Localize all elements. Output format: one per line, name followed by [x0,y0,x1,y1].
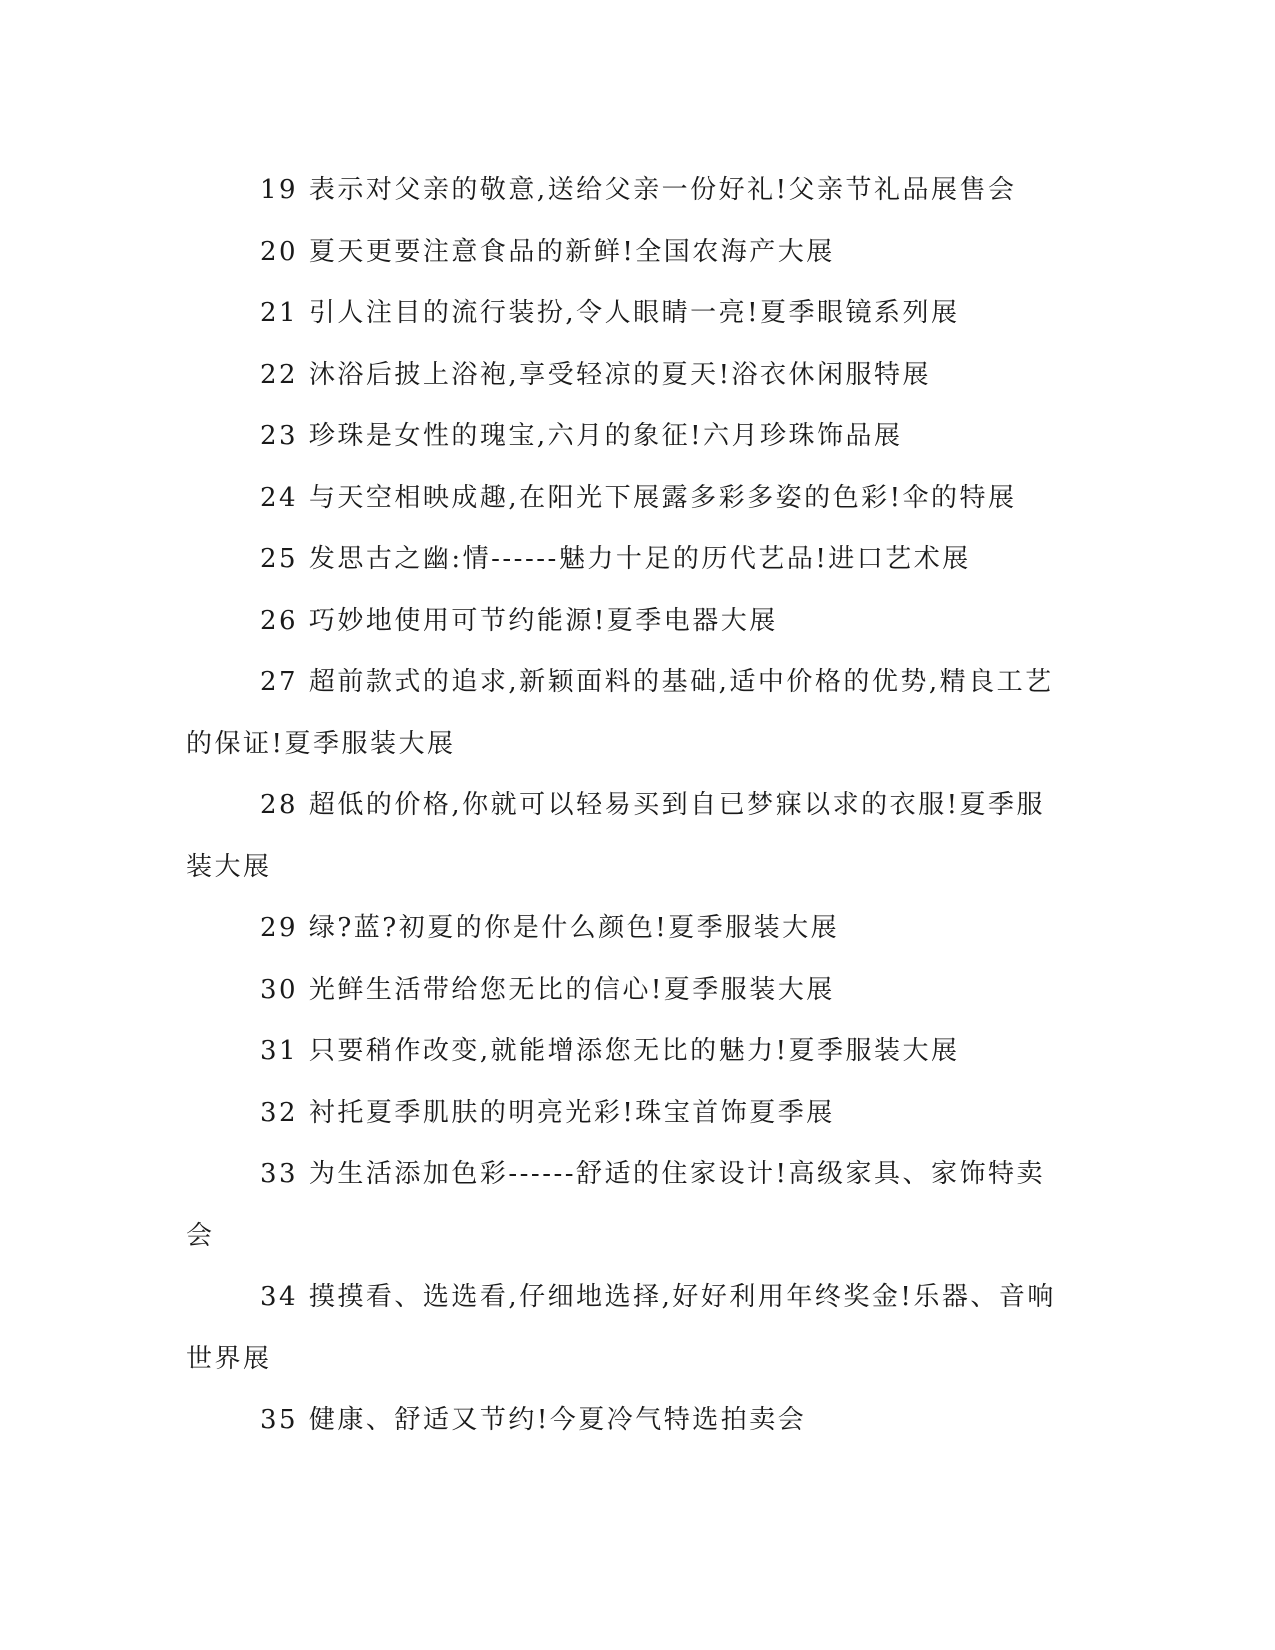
slogan-line-21: 21 引人注目的流行装扮,令人眼睛一亮!夏季眼镜系列展 [260,298,960,328]
slogan-line-27: 27 超前款式的追求,新颖面料的基础,适中价格的优势,精良工艺的保证!夏季服装大展 [186,667,1054,759]
slogan-line-20: 20 夏天更要注意食品的新鲜!全国农海产大展 [260,236,835,267]
slogan-line-19: 19 表示对父亲的敬意,送给父亲一份好礼!父亲节礼品展售会 [260,175,1017,205]
slogan-line-22: 22 沐浴后披上浴袍,享受轻凉的夏天!浴衣休闲服特展 [260,359,932,390]
slogan-line-32: 32 衬托夏季肌肤的明亮光彩!珠宝首饰夏季展 [260,1097,835,1128]
slogan-line-26: 26 巧妙地使用可节约能源!夏季电器大展 [260,605,778,636]
document-body [186,160,1066,1452]
slogan-line-33: 33 为生活添加色彩------舒适的住家设计!高级家具、家饰特卖会 [186,1159,1046,1251]
slogan-line-35: 35 健康、舒适又节约!今夏冷气特选拍卖会 [260,1405,807,1435]
slogan-line-29: 29 绿?蓝?初夏的你是什么颜色!夏季服装大展 [260,913,840,943]
slogan-line-30: 30 光鲜生活带给您无比的信心!夏季服装大展 [260,974,835,1005]
slogan-line-25: 25 发思古之幽:情------魅力十足的历代艺品!进口艺术展 [260,544,971,574]
slogan-line-34: 34 摸摸看、选选看,仔细地选择,好好利用年终奖金!乐器、音响世界展 [186,1282,1056,1374]
slogan-line-31: 31 只要稍作改变,就能增添您无比的魅力!夏季服装大展 [260,1036,960,1066]
slogan-line-28: 28 超低的价格,你就可以轻易买到自已梦寐以求的衣服!夏季服装大展 [186,790,1046,882]
slogan-line-24: 24 与天空相映成趣,在阳光下展露多彩多姿的色彩!伞的特展 [260,482,1017,513]
slogan-line-23: 23 珍珠是女性的瑰宝,六月的象征!六月珍珠饰品展 [260,421,903,451]
